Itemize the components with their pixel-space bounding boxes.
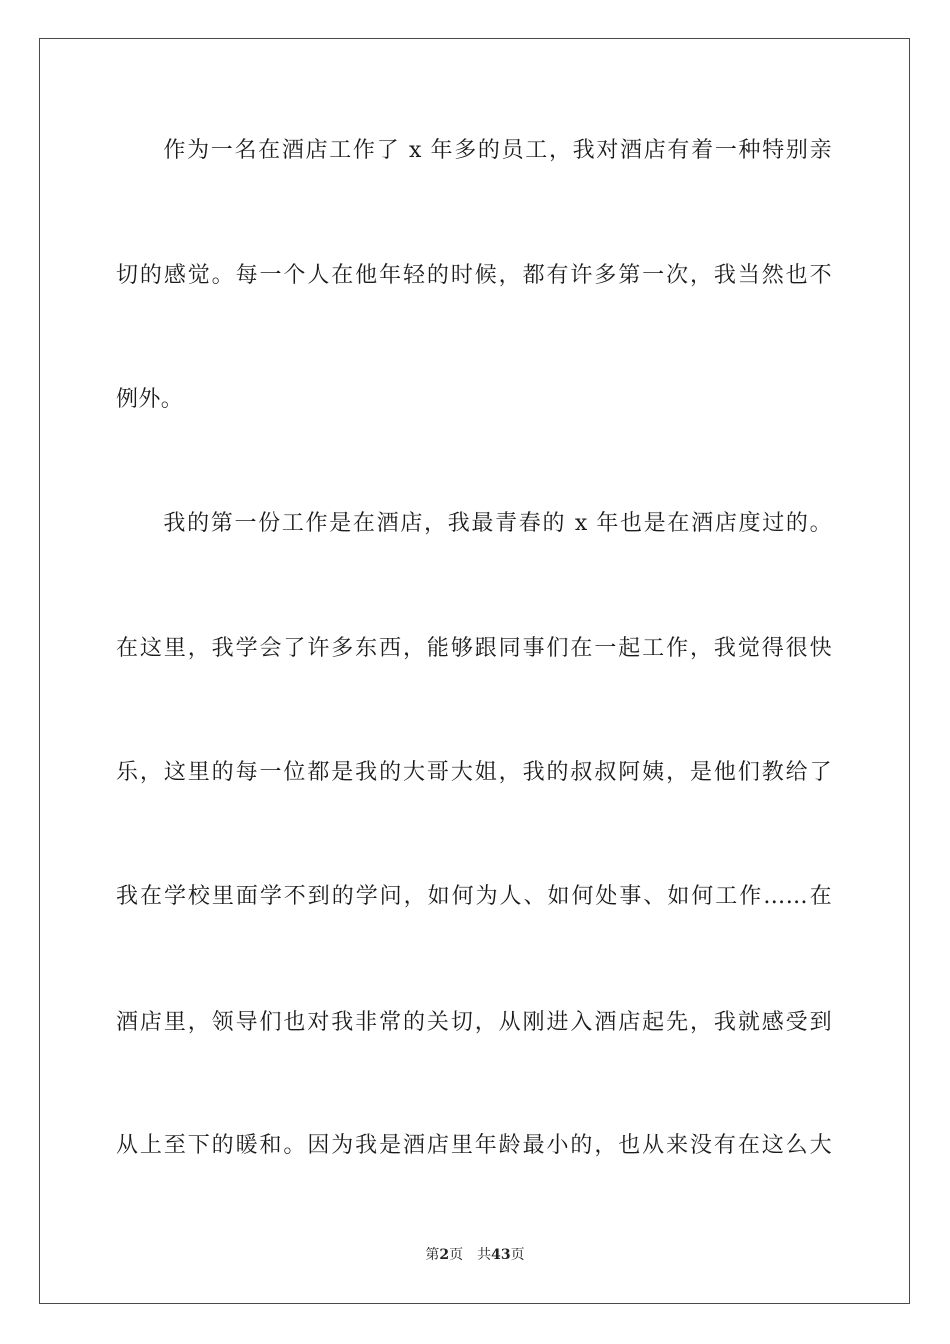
paragraph-line: 我在学校里面学不到的学问，如何为人、如何处事、如何工作……在	[116, 884, 832, 909]
current-page-number: 2	[439, 1247, 450, 1263]
total-page-count: 43	[491, 1247, 511, 1263]
total-suffix: 页	[510, 1247, 525, 1263]
total-prefix: 共	[477, 1247, 492, 1263]
paragraph-line: 作为一名在酒店工作了 x 年多的员工，我对酒店有着一种特别亲	[116, 138, 832, 163]
page-prefix: 第	[425, 1247, 440, 1263]
paragraph-line: 乐，这里的每一位都是我的大哥大姐，我的叔叔阿姨，是他们教给了	[116, 760, 832, 785]
page-border	[39, 38, 910, 1304]
page-footer	[0, 1245, 950, 1265]
paragraph-line: 酒店里，领导们也对我非常的关切，从刚进入酒店起先，我就感受到	[116, 1010, 832, 1035]
paragraph-line: 我的第一份工作是在酒店，我最青春的 x 年也是在酒店度过的。	[116, 511, 832, 536]
paragraph-line: 切的感觉。每一个人在他年轻的时候，都有许多第一次，我当然也不	[116, 263, 832, 288]
page-suffix: 页	[449, 1247, 464, 1263]
paragraph-line: 例外。	[116, 387, 184, 412]
paragraph-line: 在这里，我学会了许多东西，能够跟同事们在一起工作，我觉得很快	[116, 636, 832, 661]
paragraph-line: 从上至下的暖和。因为我是酒店里年龄最小的，也从来没有在这么大	[116, 1133, 832, 1158]
